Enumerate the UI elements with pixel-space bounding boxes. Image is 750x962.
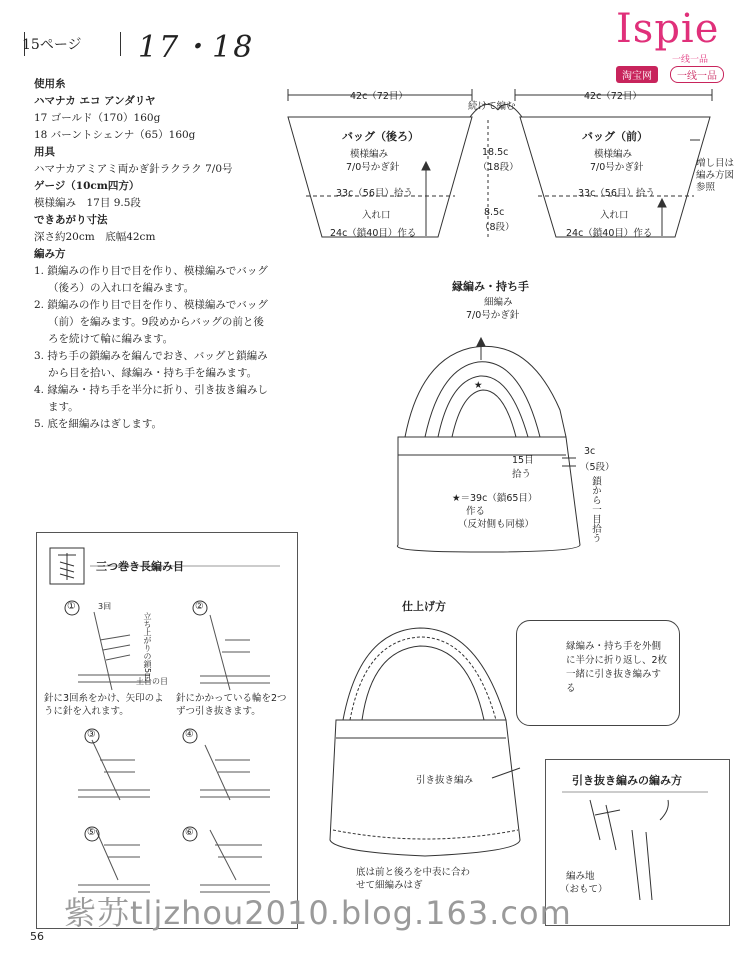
- back-hook: 7/0号かぎ針: [346, 162, 400, 173]
- rows-pick: 15目拾う: [512, 455, 534, 480]
- step-item: 5. 底を細編みはぎします。: [34, 418, 163, 430]
- treble-crochet-box: [36, 532, 298, 929]
- finished-handle-outer: [343, 628, 506, 720]
- increase-note: 増し目は編み方図参照: [696, 158, 735, 193]
- handle-inner: [425, 362, 540, 437]
- finished-handle-inner: [362, 646, 484, 720]
- yarn-heading: 使用糸: [34, 78, 66, 90]
- pattern-numbers: 17・18: [138, 30, 255, 65]
- brand-logo: Ispie: [616, 6, 720, 52]
- front-opening: 入れ口: [600, 210, 629, 221]
- caption-1: 針に3回糸をかけ、矢印のように針を入れます。: [44, 693, 164, 717]
- step-item: 3. 持ち手の鎖編みを編んでおき、バッグと鎖編みから目を拾い、縁編み・持ち手を編みます。: [34, 350, 268, 379]
- front-chain: 24c（鎖40目）作る: [566, 228, 653, 239]
- step-num-3: ③: [87, 729, 96, 740]
- bottom-note: 底は前と後ろを中表に合わせて細編みはぎ: [356, 867, 471, 891]
- tools-text: ハマナカアミアミ両かぎ針ラクラク 7/0号: [34, 163, 233, 175]
- depth-1-rows: （18段）: [478, 162, 519, 173]
- step1-base: 土台の目: [136, 677, 168, 686]
- edging-stitch: 細編み: [484, 297, 513, 308]
- finishing-title: 仕上げ方: [402, 600, 446, 613]
- step-item: 2. 鎖編みの作り目で目を作り、模様編みでバッグ（前）を編みます。9段めからバッグの前と後ろを続けて輪に編みます。: [34, 299, 268, 345]
- back-pattern: 模様編み: [350, 149, 389, 160]
- from-chain: 鎖から一目拾う: [590, 476, 601, 543]
- step-num-1: ①: [67, 601, 76, 612]
- gauge-text: 模様編み 17目 9.5段: [34, 197, 141, 209]
- front-pickup: 33c（56目）拾う: [578, 188, 655, 199]
- edging-hook: 7/0号かぎ針: [466, 310, 520, 321]
- back-opening: 入れ口: [362, 210, 391, 221]
- gauge-heading: ゲージ（10cm四方）: [34, 180, 140, 192]
- star-make: 作る: [466, 506, 486, 517]
- back-chain: 24c（鎖40目）作る: [330, 228, 417, 239]
- yarn-name: ハマナカ エコ アンダリヤ: [34, 95, 156, 107]
- page-number: 56: [30, 930, 44, 943]
- star-icon: ★: [474, 380, 483, 391]
- size-heading: できあがり寸法: [34, 214, 108, 226]
- slip-fabric: 編み地: [566, 871, 595, 882]
- brand-subtitle: 一线一品: [672, 55, 709, 65]
- step-item: 4. 縁編み・持ち手を半分に折り、引き抜き編みします。: [34, 384, 268, 413]
- watermark: 紫苏tljzhou2010.blog.163.com: [64, 894, 572, 932]
- width-3c: 3c: [584, 446, 596, 457]
- brand-tag-taobao: 淘宝网: [616, 66, 658, 83]
- step-item: 1. 鎖編みの作り目で目を作り、模様編みでバッグ（後ろ）の入れ口を編みます。: [34, 265, 268, 294]
- callout-text: 縁編み・持ち手を外側に半分に折り返し、2枚一緒に引き抜き編みする: [566, 641, 668, 694]
- step-num-6: ⑥: [185, 827, 194, 838]
- star-opposite: （反対側も同様）: [458, 519, 535, 530]
- slip-title: 引き抜き編みの編み方: [572, 774, 682, 787]
- front-hook: 7/0号かぎ針: [590, 162, 644, 173]
- treble-title: 三つ巻き長編み目: [96, 560, 184, 573]
- slip-label: 引き抜き編み: [416, 775, 474, 786]
- size-text: 深さ約20cm 底幅42cm: [34, 231, 156, 243]
- depth-1: 18.5c: [482, 147, 509, 158]
- brand-tag-shop: 一线一品: [670, 66, 724, 83]
- step-num-5: ⑤: [87, 827, 96, 838]
- rows-5: （5段）: [580, 462, 615, 473]
- method-heading: 編み方: [34, 248, 66, 260]
- depth-2-rows: （8段）: [480, 222, 515, 233]
- continue-label: 続けて編む: [468, 101, 516, 112]
- finished-bag-shape: [330, 720, 520, 856]
- yarn-17: 17 ゴールド（170）160g: [34, 112, 161, 124]
- page-reference: 15ページ: [22, 37, 82, 53]
- step1-side: 立ち上がりの鎖5目: [143, 612, 152, 682]
- step-num-4: ④: [185, 729, 194, 740]
- handle-outer: [405, 346, 566, 437]
- step-num-2: ②: [195, 601, 204, 612]
- caption-2: 針にかかっている輪を2つずつ引き抜きます。: [176, 693, 287, 717]
- slip-right-side: （おもて）: [560, 884, 608, 895]
- edging-title: 縁編み・持ち手: [452, 280, 529, 293]
- tools-heading: 用具: [34, 146, 55, 158]
- yarn-18: 18 バーントシェンナ（65）160g: [34, 129, 196, 141]
- back-title: バッグ（後ろ）: [342, 130, 419, 143]
- width-left: 42c（72目）: [350, 91, 408, 102]
- step1-note: 3回: [98, 602, 112, 611]
- back-pickup: 33c（56目）拾う: [336, 188, 413, 199]
- width-right: 42c（72目）: [584, 91, 642, 102]
- depth-2: 8.5c: [484, 207, 505, 218]
- star-note: ★＝39c（鎖65目）: [452, 493, 538, 504]
- front-pattern: 模様編み: [594, 149, 633, 160]
- front-title: バッグ（前）: [582, 130, 648, 143]
